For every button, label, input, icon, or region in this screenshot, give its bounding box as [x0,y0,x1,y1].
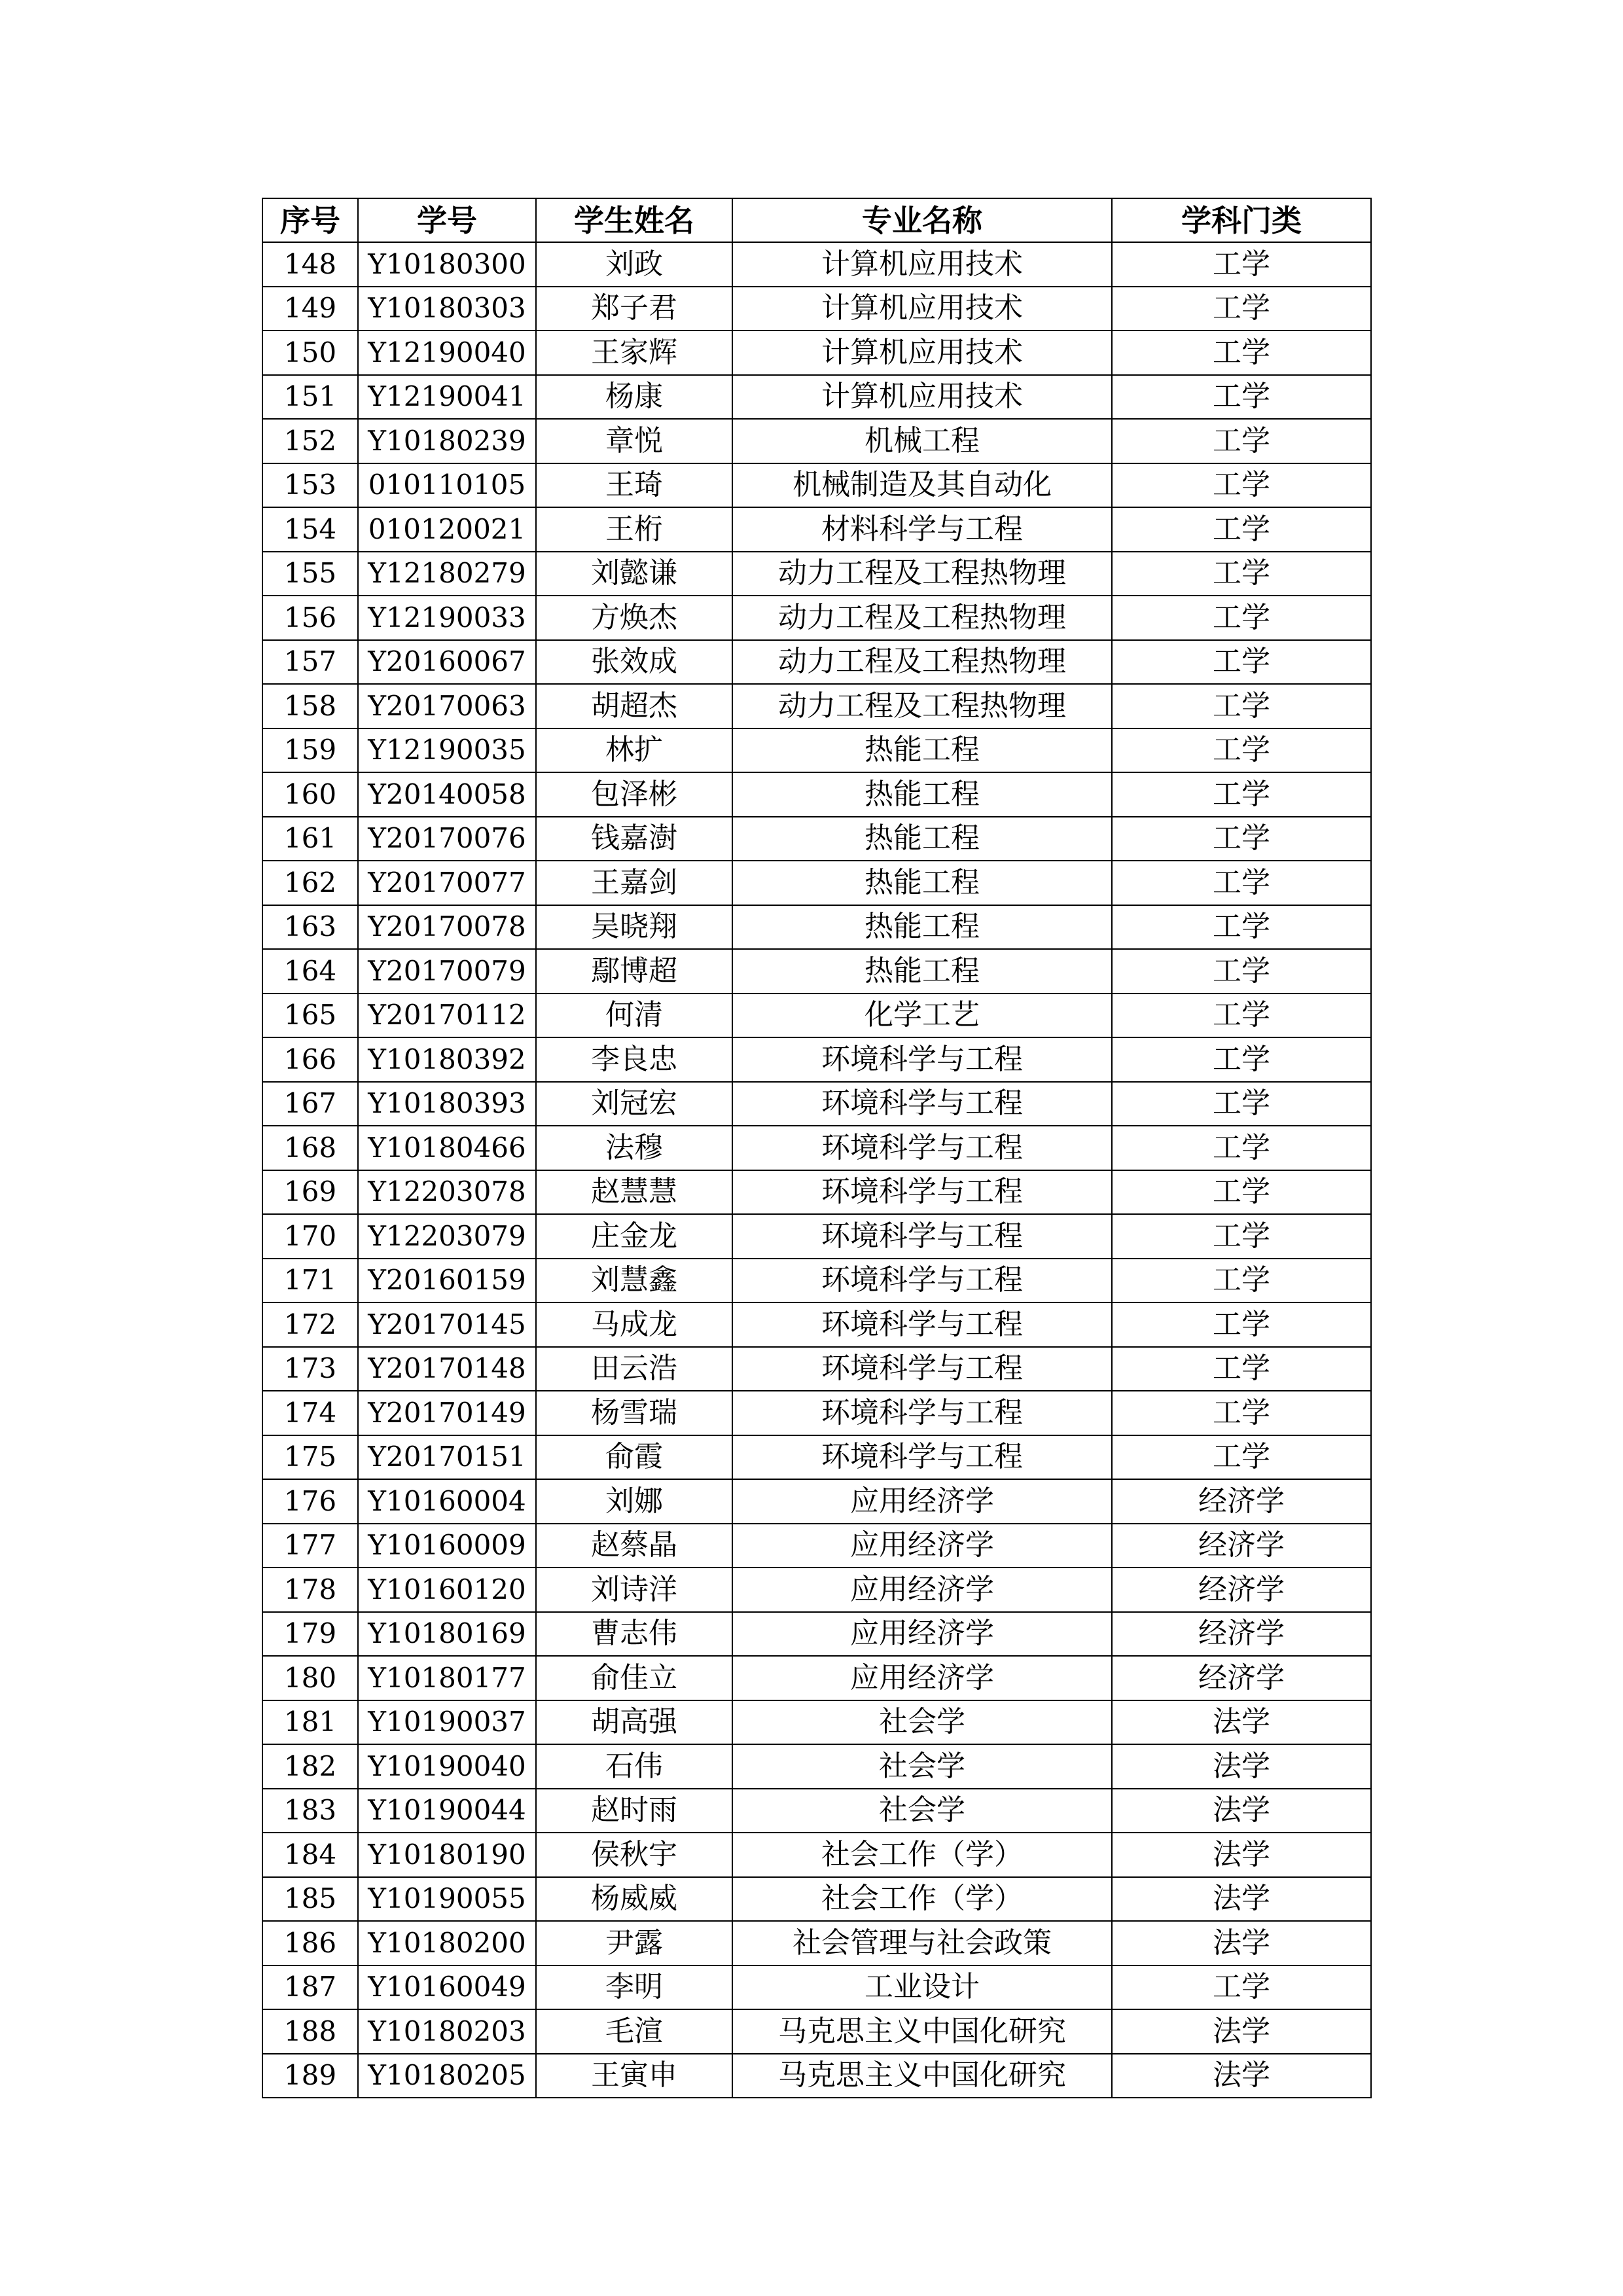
major-name-cell: 热能工程 [732,861,1112,905]
student-name-cell: 吴晓翔 [536,905,732,950]
student-name-cell: 杨康 [536,375,732,420]
student-name-cell: 杨威威 [536,1877,732,1922]
serial-number-cell: 160 [262,772,358,817]
student-name-cell: 方焕杰 [536,596,732,640]
table-row [262,596,1371,640]
discipline-category-cell: 工学 [1112,596,1371,640]
student-id-cell: Y20170079 [358,949,536,994]
serial-number-cell: 187 [262,1965,358,2010]
discipline-category-cell: 工学 [1112,1302,1371,1347]
serial-number-cell: 164 [262,949,358,994]
discipline-category-cell: 工学 [1112,640,1371,685]
header-row [262,198,1371,242]
discipline-category-cell: 法学 [1112,1877,1371,1922]
student-id-cell: Y20170148 [358,1347,536,1391]
student-name-cell: 胡高强 [536,1700,732,1745]
header-student-id: 学号 [358,198,536,242]
student-name-cell: 张效成 [536,640,732,685]
student-name-cell: 郑子君 [536,287,732,331]
major-name-cell: 热能工程 [732,728,1112,773]
major-name-cell: 化学工艺 [732,994,1112,1038]
table-row [262,640,1371,685]
serial-number-cell: 159 [262,728,358,773]
major-name-cell: 社会学 [732,1744,1112,1789]
serial-number-cell: 181 [262,1700,358,1745]
student-roster-table [262,198,1372,2098]
student-name-cell: 赵慧慧 [536,1170,732,1215]
student-name-cell: 王桁 [536,507,732,552]
major-name-cell: 社会学 [732,1700,1112,1745]
student-id-cell: Y10160004 [358,1479,536,1524]
student-name-cell: 刘冠宏 [536,1082,732,1126]
major-name-cell: 环境科学与工程 [732,1170,1112,1215]
discipline-category-cell: 法学 [1112,1700,1371,1745]
student-id-cell: Y12190033 [358,596,536,640]
major-name-cell: 马克思主义中国化研究 [732,2054,1112,2098]
student-name-cell: 刘娜 [536,1479,732,1524]
table-row [262,684,1371,728]
student-id-cell: Y10160120 [358,1568,536,1612]
student-id-cell: 010120021 [358,507,536,552]
discipline-category-cell: 法学 [1112,2009,1371,2054]
major-name-cell: 环境科学与工程 [732,1082,1112,1126]
student-name-cell: 马成龙 [536,1302,732,1347]
discipline-category-cell: 工学 [1112,817,1371,861]
table-row [262,375,1371,420]
discipline-category-cell: 工学 [1112,1435,1371,1480]
table-row [262,728,1371,773]
student-id-cell: Y12190040 [358,331,536,375]
student-id-cell: Y12203079 [358,1214,536,1259]
student-name-cell: 曹志伟 [536,1612,732,1657]
student-id-cell: Y20170078 [358,905,536,950]
serial-number-cell: 180 [262,1656,358,1700]
discipline-category-cell: 法学 [1112,1921,1371,1965]
student-id-cell: Y12190041 [358,375,536,420]
major-name-cell: 环境科学与工程 [732,1435,1112,1480]
student-id-cell: Y10190044 [358,1789,536,1833]
student-name-cell: 王嘉剑 [536,861,732,905]
student-id-cell: Y10180200 [358,1921,536,1965]
discipline-category-cell: 经济学 [1112,1612,1371,1657]
major-name-cell: 机械制造及其自动化 [732,463,1112,508]
table-row [262,949,1371,994]
table-row [262,419,1371,463]
major-name-cell: 社会工作（学） [732,1833,1112,1877]
table-row [262,1612,1371,1657]
table-row [262,2009,1371,2054]
table-row [262,1965,1371,2010]
major-name-cell: 计算机应用技术 [732,287,1112,331]
student-name-cell: 石伟 [536,1744,732,1789]
table-row [262,1568,1371,1612]
discipline-category-cell: 工学 [1112,1965,1371,2010]
header-serial-number: 序号 [262,198,358,242]
student-id-cell: Y10190040 [358,1744,536,1789]
major-name-cell: 环境科学与工程 [732,1347,1112,1391]
table-row [262,2054,1371,2098]
student-id-cell: Y10180393 [358,1082,536,1126]
table-row [262,1789,1371,1833]
serial-number-cell: 151 [262,375,358,420]
serial-number-cell: 173 [262,1347,358,1391]
table-row [262,1833,1371,1877]
serial-number-cell: 179 [262,1612,358,1657]
student-id-cell: Y10180177 [358,1656,536,1700]
discipline-category-cell: 工学 [1112,242,1371,287]
student-id-cell: Y20160159 [358,1259,536,1303]
serial-number-cell: 157 [262,640,358,685]
discipline-category-cell: 经济学 [1112,1568,1371,1612]
student-name-cell: 刘政 [536,242,732,287]
discipline-category-cell: 法学 [1112,1789,1371,1833]
table-row [262,861,1371,905]
major-name-cell: 环境科学与工程 [732,1126,1112,1170]
student-id-cell: Y20170145 [358,1302,536,1347]
serial-number-cell: 175 [262,1435,358,1480]
student-name-cell: 刘慧鑫 [536,1259,732,1303]
major-name-cell: 热能工程 [732,949,1112,994]
table-row [262,1391,1371,1435]
student-name-cell: 胡超杰 [536,684,732,728]
student-id-cell: Y12203078 [358,1170,536,1215]
serial-number-cell: 165 [262,994,358,1038]
table-row [262,1524,1371,1568]
table-row [262,1700,1371,1745]
discipline-category-cell: 工学 [1112,684,1371,728]
major-name-cell: 环境科学与工程 [732,1391,1112,1435]
student-id-cell: Y10180169 [358,1612,536,1657]
discipline-category-cell: 法学 [1112,2054,1371,2098]
student-id-cell: Y20170151 [358,1435,536,1480]
serial-number-cell: 183 [262,1789,358,1833]
major-name-cell: 热能工程 [732,905,1112,950]
student-id-cell: Y20170077 [358,861,536,905]
major-name-cell: 计算机应用技术 [732,375,1112,420]
discipline-category-cell: 工学 [1112,552,1371,596]
table-row [262,1435,1371,1480]
student-id-cell: Y10180466 [358,1126,536,1170]
serial-number-cell: 167 [262,1082,358,1126]
discipline-category-cell: 工学 [1112,507,1371,552]
table-row [262,1037,1371,1082]
major-name-cell: 社会学 [732,1789,1112,1833]
student-id-cell: 010110105 [358,463,536,508]
serial-number-cell: 154 [262,507,358,552]
major-name-cell: 应用经济学 [732,1656,1112,1700]
table-header [262,198,1371,242]
serial-number-cell: 176 [262,1479,358,1524]
header-discipline-category: 学科门类 [1112,198,1371,242]
major-name-cell: 动力工程及工程热物理 [732,552,1112,596]
discipline-category-cell: 经济学 [1112,1524,1371,1568]
student-id-cell: Y20170076 [358,817,536,861]
discipline-category-cell: 法学 [1112,1744,1371,1789]
major-name-cell: 环境科学与工程 [732,1037,1112,1082]
major-name-cell: 热能工程 [732,772,1112,817]
discipline-category-cell: 工学 [1112,419,1371,463]
student-name-cell: 侯秋宇 [536,1833,732,1877]
discipline-category-cell: 工学 [1112,994,1371,1038]
major-name-cell: 社会工作（学） [732,1877,1112,1922]
discipline-category-cell: 工学 [1112,905,1371,950]
discipline-category-cell: 工学 [1112,375,1371,420]
discipline-category-cell: 经济学 [1112,1656,1371,1700]
header-student-name: 学生姓名 [536,198,732,242]
student-name-cell: 王家辉 [536,331,732,375]
student-name-cell: 林扩 [536,728,732,773]
student-name-cell: 包泽彬 [536,772,732,817]
serial-number-cell: 178 [262,1568,358,1612]
serial-number-cell: 169 [262,1170,358,1215]
serial-number-cell: 152 [262,419,358,463]
major-name-cell: 应用经济学 [732,1568,1112,1612]
student-id-cell: Y20170149 [358,1391,536,1435]
serial-number-cell: 171 [262,1259,358,1303]
discipline-category-cell: 工学 [1112,1259,1371,1303]
student-name-cell: 赵蔡晶 [536,1524,732,1568]
serial-number-cell: 162 [262,861,358,905]
major-name-cell: 环境科学与工程 [732,1302,1112,1347]
student-id-cell: Y10180239 [358,419,536,463]
student-id-cell: Y20170063 [358,684,536,728]
student-name-cell: 王琦 [536,463,732,508]
table-row [262,242,1371,287]
student-name-cell: 李明 [536,1965,732,2010]
student-name-cell: 王寅申 [536,2054,732,2098]
student-name-cell: 鄢博超 [536,949,732,994]
discipline-category-cell: 工学 [1112,1082,1371,1126]
serial-number-cell: 168 [262,1126,358,1170]
table-body [262,242,1371,2098]
serial-number-cell: 185 [262,1877,358,1922]
table-row [262,1656,1371,1700]
student-id-cell: Y20140058 [358,772,536,817]
table-row [262,1479,1371,1524]
student-id-cell: Y10180203 [358,2009,536,2054]
discipline-category-cell: 工学 [1112,331,1371,375]
student-name-cell: 尹露 [536,1921,732,1965]
table-row [262,772,1371,817]
major-name-cell: 计算机应用技术 [732,242,1112,287]
student-id-cell: Y10180392 [358,1037,536,1082]
student-id-cell: Y10160009 [358,1524,536,1568]
student-name-cell: 何清 [536,994,732,1038]
serial-number-cell: 155 [262,552,358,596]
discipline-category-cell: 工学 [1112,1347,1371,1391]
serial-number-cell: 177 [262,1524,358,1568]
student-id-cell: Y12190035 [358,728,536,773]
table-row [262,507,1371,552]
header-major-name: 专业名称 [732,198,1112,242]
serial-number-cell: 163 [262,905,358,950]
major-name-cell: 应用经济学 [732,1524,1112,1568]
student-name-cell: 俞霞 [536,1435,732,1480]
table-row [262,1302,1371,1347]
table-row [262,817,1371,861]
table-row [262,1259,1371,1303]
discipline-category-cell: 工学 [1112,772,1371,817]
student-name-cell: 庄金龙 [536,1214,732,1259]
table-row [262,994,1371,1038]
major-name-cell: 机械工程 [732,419,1112,463]
student-name-cell: 法穆 [536,1126,732,1170]
serial-number-cell: 186 [262,1921,358,1965]
student-id-cell: Y10190055 [358,1877,536,1922]
serial-number-cell: 156 [262,596,358,640]
student-name-cell: 杨雪瑞 [536,1391,732,1435]
table-row [262,1744,1371,1789]
student-id-cell: Y20160067 [358,640,536,685]
table-row [262,463,1371,508]
student-name-cell: 刘诗洋 [536,1568,732,1612]
discipline-category-cell: 工学 [1112,1037,1371,1082]
student-id-cell: Y10190037 [358,1700,536,1745]
table-row [262,287,1371,331]
discipline-category-cell: 工学 [1112,728,1371,773]
student-id-cell: Y12180279 [358,552,536,596]
student-name-cell: 刘懿谦 [536,552,732,596]
student-id-cell: Y20170112 [358,994,536,1038]
discipline-category-cell: 工学 [1112,1126,1371,1170]
table-row [262,905,1371,950]
serial-number-cell: 174 [262,1391,358,1435]
student-roster-sheet [262,198,1370,2098]
student-name-cell: 毛渲 [536,2009,732,2054]
student-name-cell: 赵时雨 [536,1789,732,1833]
serial-number-cell: 166 [262,1037,358,1082]
major-name-cell: 材料科学与工程 [732,507,1112,552]
major-name-cell: 热能工程 [732,817,1112,861]
table-row [262,1170,1371,1215]
major-name-cell: 环境科学与工程 [732,1214,1112,1259]
table-row [262,1214,1371,1259]
major-name-cell: 动力工程及工程热物理 [732,640,1112,685]
table-row [262,552,1371,596]
student-name-cell: 章悦 [536,419,732,463]
serial-number-cell: 184 [262,1833,358,1877]
student-id-cell: Y10180205 [358,2054,536,2098]
discipline-category-cell: 工学 [1112,463,1371,508]
serial-number-cell: 188 [262,2009,358,2054]
major-name-cell: 应用经济学 [732,1612,1112,1657]
serial-number-cell: 150 [262,331,358,375]
table-row [262,1877,1371,1922]
major-name-cell: 动力工程及工程热物理 [732,596,1112,640]
serial-number-cell: 170 [262,1214,358,1259]
table-row [262,1347,1371,1391]
discipline-category-cell: 工学 [1112,1170,1371,1215]
table-row [262,1921,1371,1965]
serial-number-cell: 182 [262,1744,358,1789]
major-name-cell: 社会管理与社会政策 [732,1921,1112,1965]
major-name-cell: 环境科学与工程 [732,1259,1112,1303]
table-row [262,331,1371,375]
student-name-cell: 俞佳立 [536,1656,732,1700]
discipline-category-cell: 工学 [1112,949,1371,994]
table-row [262,1082,1371,1126]
discipline-category-cell: 法学 [1112,1833,1371,1877]
student-name-cell: 李良忠 [536,1037,732,1082]
student-id-cell: Y10180303 [358,287,536,331]
student-id-cell: Y10160049 [358,1965,536,2010]
serial-number-cell: 189 [262,2054,358,2098]
student-id-cell: Y10180300 [358,242,536,287]
table-row [262,1126,1371,1170]
discipline-category-cell: 工学 [1112,287,1371,331]
discipline-category-cell: 经济学 [1112,1479,1371,1524]
student-name-cell: 钱嘉澍 [536,817,732,861]
serial-number-cell: 149 [262,287,358,331]
serial-number-cell: 172 [262,1302,358,1347]
serial-number-cell: 153 [262,463,358,508]
discipline-category-cell: 工学 [1112,1214,1371,1259]
major-name-cell: 计算机应用技术 [732,331,1112,375]
serial-number-cell: 161 [262,817,358,861]
serial-number-cell: 158 [262,684,358,728]
student-name-cell: 田云浩 [536,1347,732,1391]
discipline-category-cell: 工学 [1112,861,1371,905]
discipline-category-cell: 工学 [1112,1391,1371,1435]
major-name-cell: 马克思主义中国化研究 [732,2009,1112,2054]
major-name-cell: 应用经济学 [732,1479,1112,1524]
major-name-cell: 工业设计 [732,1965,1112,2010]
serial-number-cell: 148 [262,242,358,287]
student-id-cell: Y10180190 [358,1833,536,1877]
major-name-cell: 动力工程及工程热物理 [732,684,1112,728]
